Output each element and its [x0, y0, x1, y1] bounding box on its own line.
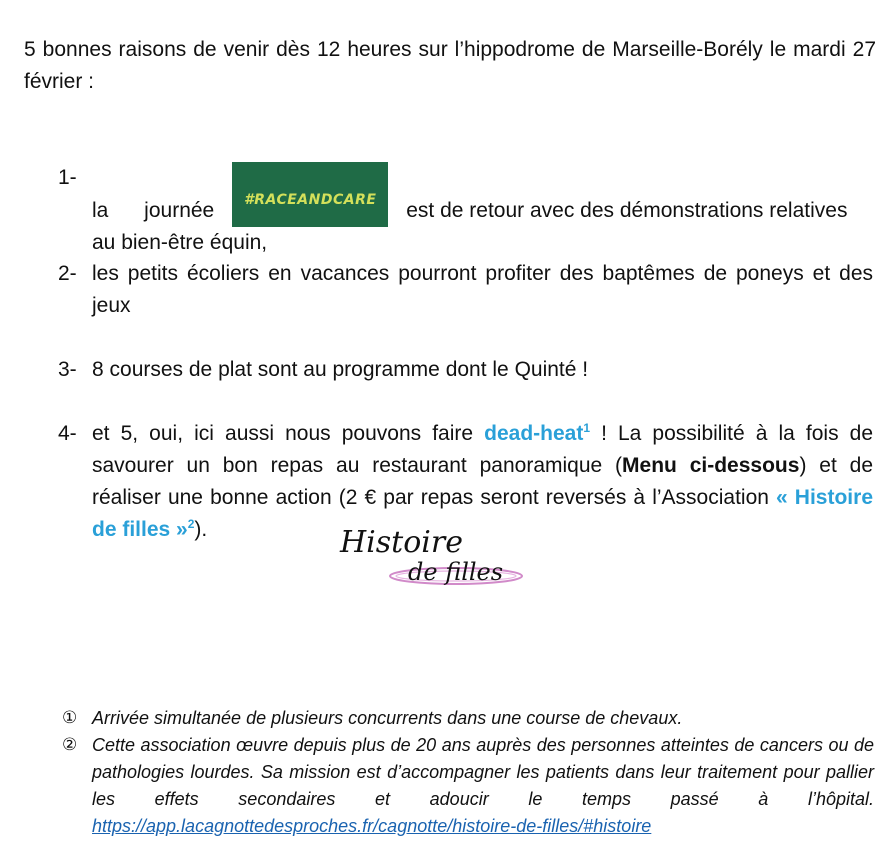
item-text: 8 courses de plat sont au programme dont le Quinté ! [92, 358, 589, 381]
footnote-text: Cette association œuvre depuis plus de 20 ans auprès des personnes atteintes de cancers ou de pathologies lourdes. Sa mission est d’accompagner les patients dans leur traitement pour pallier les effets secondaires et adoucir le temps passé à l’hôpital. [92, 735, 874, 809]
footnote-2 [62, 732, 874, 840]
item-number: 4- [58, 422, 77, 445]
item-number: 3- [58, 358, 77, 381]
list-item-2 [58, 258, 873, 322]
item-text-before: la journée [92, 199, 215, 222]
raceandcare-badge: #RACEANDCARE [232, 162, 388, 227]
footnote-mark: ① [62, 708, 78, 728]
item-text-after: est de retour avec des démonstrations relatives au bien-être équin, [92, 199, 848, 254]
footnotes [62, 705, 874, 840]
footnote-text: Arrivée simultanée de plusieurs concurrents dans une course de chevaux. [92, 708, 683, 728]
footnote-ref-1: 1 [583, 421, 591, 435]
menu-label: Menu ci-dessous [622, 454, 800, 477]
footnote-1 [62, 705, 874, 732]
logo-line-1: Histoire [340, 525, 463, 560]
item-number: 1- [58, 166, 77, 189]
footnote-link[interactable]: https://app.lacagnottedesproches.fr/cagnotte/histoire-de-filles/#histoire [92, 816, 652, 836]
list-item-3 [58, 354, 873, 386]
footnote-mark: ② [62, 735, 78, 755]
logo-line-2: de filles [408, 558, 504, 586]
dead-heat-term: dead-heat [484, 422, 584, 445]
intro-paragraph: 5 bonnes raisons de venir dès 12 heures sur l’hippodrome de Marseille-Borély le mardi 27 février : [24, 38, 876, 93]
histoire-de-filles-logo [338, 518, 528, 590]
item-text: les petits écoliers en vacances pourront profiter des baptêmes de poneys et des jeux [92, 262, 873, 317]
footnote-ref-2: 2 [187, 517, 195, 531]
item-number: 2- [58, 262, 77, 285]
association-name: « Histoire de filles » [92, 486, 873, 541]
list-item-1 [58, 162, 873, 259]
item-text: et 5, oui, ici aussi nous pouvons faire dead-heat$^1$ ! La possibilité à la fois de savourer un bon repas au restaurant panoramique (Menu ci-dessous) et de réaliser une bonne action (2 € par repas seront reversés à l’Association « Histoire de filles »$^2$). [92, 421, 874, 541]
